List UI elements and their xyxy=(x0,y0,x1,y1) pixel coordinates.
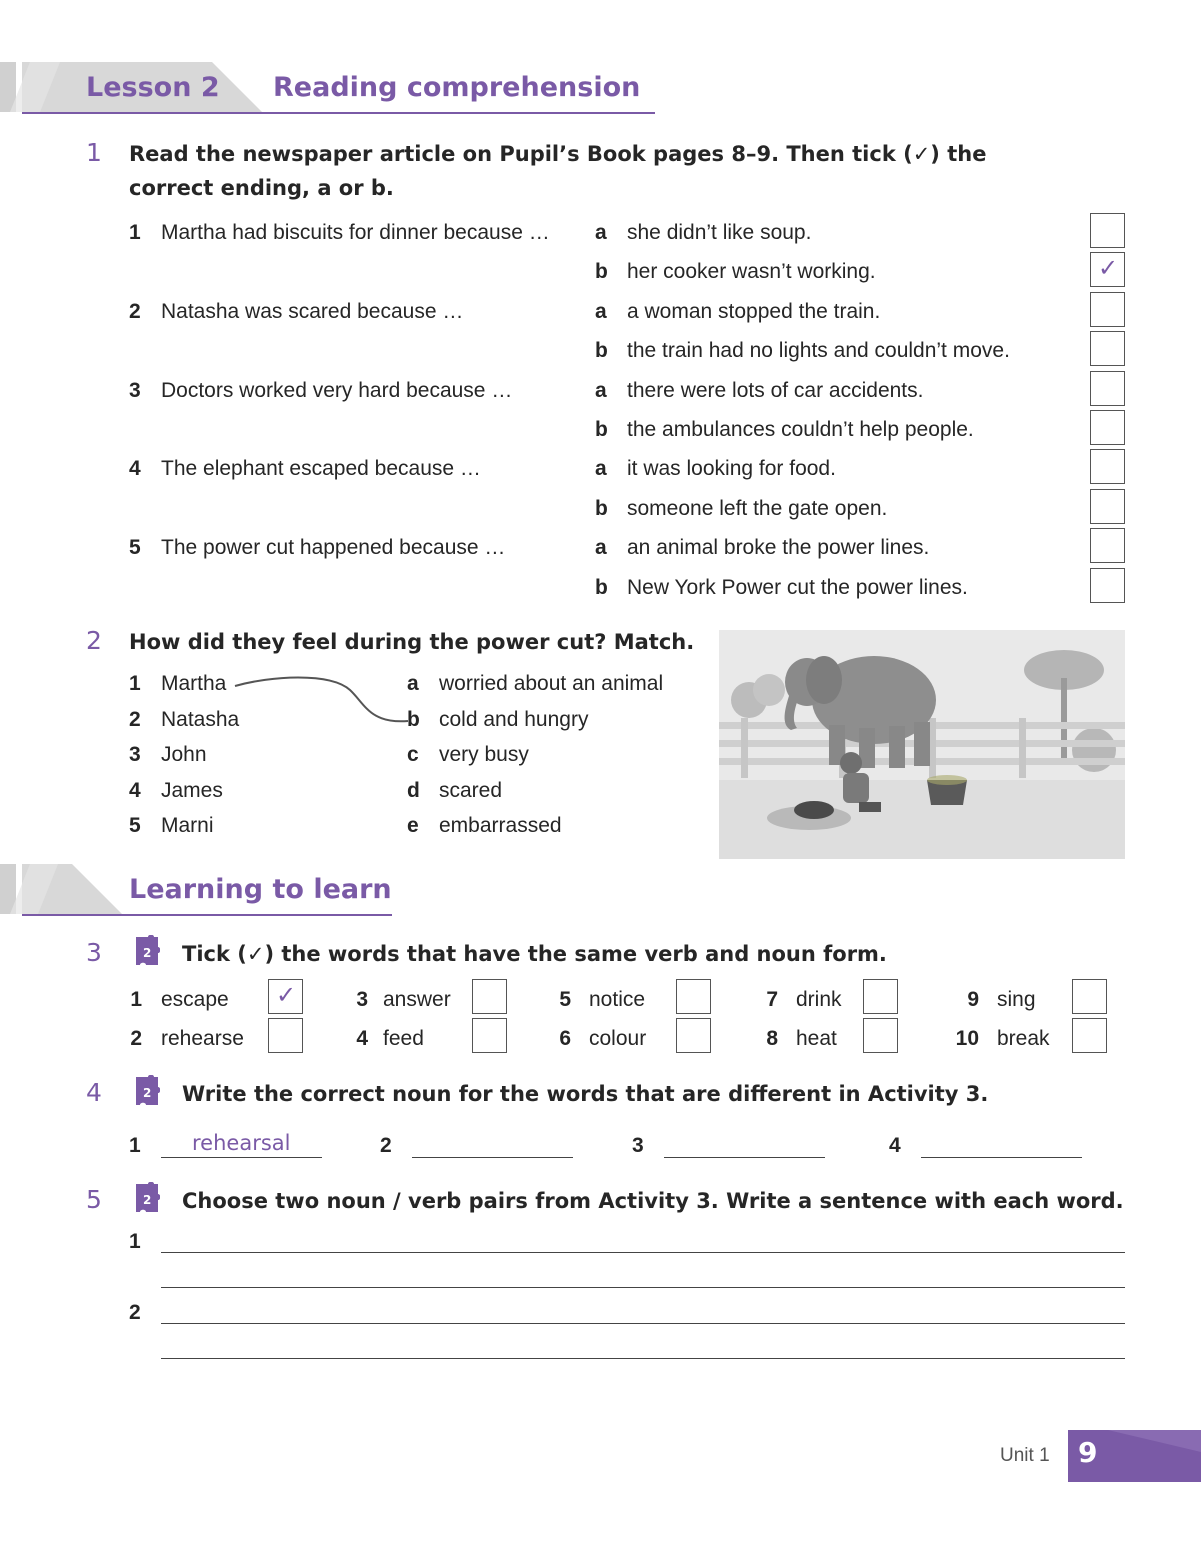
feeling-letter: a xyxy=(407,672,419,695)
writing-line[interactable] xyxy=(161,1287,1125,1288)
option-letter-a: a xyxy=(595,300,607,323)
blank-number: 1 xyxy=(129,1134,141,1157)
item-number: 3 xyxy=(129,379,141,402)
word-checkbox[interactable] xyxy=(676,979,711,1014)
word-number: 3 xyxy=(356,988,368,1011)
word-number: 8 xyxy=(766,1027,778,1050)
option-b-text: New York Power cut the power lines. xyxy=(627,576,968,599)
checkbox-a[interactable] xyxy=(1090,528,1125,563)
item-number: 1 xyxy=(129,221,141,244)
option-a-text: an animal broke the power lines. xyxy=(627,536,930,559)
exercise-instruction: How did they feel during the power cut? Match. xyxy=(129,630,695,654)
unit-label: Unit 1 xyxy=(1000,1445,1050,1466)
page-number: 9 xyxy=(1078,1436,1098,1469)
checkbox-b[interactable] xyxy=(1090,331,1125,366)
option-letter-b: b xyxy=(595,576,608,599)
match-line xyxy=(230,672,410,732)
word-checkbox[interactable] xyxy=(676,1018,711,1053)
item-stem: The elephant escaped because … xyxy=(161,457,481,480)
word-number: 10 xyxy=(955,1027,979,1050)
checkbox-a[interactable] xyxy=(1090,449,1125,484)
feeling-text: cold and hungry xyxy=(439,708,589,731)
checkbox-b[interactable] xyxy=(1090,489,1125,524)
person-name: Marni xyxy=(161,814,214,837)
person-number: 1 xyxy=(129,672,141,695)
word-checkbox[interactable] xyxy=(268,979,303,1014)
feeling-letter: d xyxy=(407,779,420,802)
option-a-text: she didn’t like soup. xyxy=(627,221,812,244)
person-number: 4 xyxy=(129,779,141,802)
word-checkbox[interactable] xyxy=(268,1018,303,1053)
option-b-text: her cooker wasn’t working. xyxy=(627,260,876,283)
word-label: heat xyxy=(796,1027,837,1050)
option-letter-b: b xyxy=(595,418,608,441)
option-a-text: it was looking for food. xyxy=(627,457,836,480)
item-number: 2 xyxy=(129,300,141,323)
answer-line[interactable] xyxy=(921,1157,1082,1158)
checkbox-b[interactable] xyxy=(1090,568,1125,603)
check-mark-icon: ✓ xyxy=(276,982,297,1009)
feeling-text: embarrassed xyxy=(439,814,562,837)
puzzle-icon xyxy=(132,1075,160,1109)
checkbox-b[interactable] xyxy=(1090,252,1125,287)
item-stem: Martha had biscuits for dinner because … xyxy=(161,221,550,244)
word-checkbox[interactable] xyxy=(472,979,507,1014)
option-b-text: the train had no lights and couldn’t move. xyxy=(627,339,1010,362)
writing-line[interactable] xyxy=(161,1323,1125,1324)
exercise-instruction: Write the correct noun for the words that are different in Activity 3. xyxy=(182,1082,989,1106)
word-number: 9 xyxy=(967,988,979,1011)
checkbox-a[interactable] xyxy=(1090,292,1125,327)
exercise-instruction: Tick (✓) the words that have the same verb and noun form. xyxy=(182,942,887,966)
answer-line[interactable] xyxy=(161,1157,322,1158)
writing-line[interactable] xyxy=(161,1252,1125,1253)
exercise-number: 4 xyxy=(86,1078,102,1107)
item-stem: Doctors worked very hard because … xyxy=(161,379,513,402)
person-name: John xyxy=(161,743,207,766)
sentence-number: 2 xyxy=(129,1301,141,1324)
blank-number: 3 xyxy=(632,1134,644,1157)
puzzle-icon xyxy=(132,935,160,969)
feeling-text: scared xyxy=(439,779,503,802)
person-name: James xyxy=(161,779,223,802)
answer-text: rehearsal xyxy=(192,1131,291,1155)
section-title: Learning to learn xyxy=(129,874,392,905)
exercise-number: 3 xyxy=(86,938,102,967)
exercise-number: 5 xyxy=(86,1185,102,1214)
word-number: 6 xyxy=(559,1027,571,1050)
item-stem: The power cut happened because … xyxy=(161,536,506,559)
option-b-text: someone left the gate open. xyxy=(627,497,888,520)
item-stem: Natasha was scared because … xyxy=(161,300,464,323)
word-number: 5 xyxy=(559,988,571,1011)
person-number: 3 xyxy=(129,743,141,766)
feeling-letter: b xyxy=(407,708,420,731)
word-label: colour xyxy=(589,1027,647,1050)
option-letter-b: b xyxy=(595,339,608,362)
word-label: notice xyxy=(589,988,646,1011)
word-checkbox[interactable] xyxy=(863,979,898,1014)
exercise-number: 2 xyxy=(86,626,102,655)
lesson-label: Lesson 2 xyxy=(86,72,220,103)
checkbox-b[interactable] xyxy=(1090,410,1125,445)
option-a-text: a woman stopped the train. xyxy=(627,300,881,323)
checkbox-a[interactable] xyxy=(1090,371,1125,406)
option-b-text: the ambulances couldn’t help people. xyxy=(627,418,974,441)
option-letter-b: b xyxy=(595,497,608,520)
feeling-letter: c xyxy=(407,743,419,766)
option-letter-b: b xyxy=(595,260,608,283)
word-label: escape xyxy=(161,988,229,1011)
check-mark-icon: ✓ xyxy=(1098,255,1119,282)
answer-line[interactable] xyxy=(664,1157,825,1158)
word-label: feed xyxy=(383,1027,424,1050)
blank-number: 4 xyxy=(889,1134,901,1157)
elephant-illustration xyxy=(719,630,1125,859)
svg-text:2: 2 xyxy=(143,1086,152,1100)
option-a-text: there were lots of car accidents. xyxy=(627,379,924,402)
word-label: answer xyxy=(383,988,451,1011)
item-number: 5 xyxy=(129,536,141,559)
option-letter-a: a xyxy=(595,457,607,480)
person-name: Martha xyxy=(161,672,227,695)
lesson-title: Reading comprehension xyxy=(273,72,641,103)
word-checkbox[interactable] xyxy=(472,1018,507,1053)
blank-number: 2 xyxy=(380,1134,392,1157)
feeling-text: very busy xyxy=(439,743,529,766)
checkbox-a[interactable] xyxy=(1090,213,1125,248)
word-number: 4 xyxy=(356,1027,368,1050)
word-label: rehearse xyxy=(161,1027,244,1050)
puzzle-icon xyxy=(132,1182,160,1216)
word-label: sing xyxy=(997,988,1036,1011)
option-letter-a: a xyxy=(595,379,607,402)
word-label: drink xyxy=(796,988,842,1011)
exercise-number: 1 xyxy=(86,138,102,167)
exercise-instruction: Read the newspaper article on Pupil’s Book pages 8–9. Then tick (✓) the correct ending, a or b. xyxy=(129,142,987,200)
feeling-text: worried about an animal xyxy=(439,672,664,695)
word-number: 7 xyxy=(766,988,778,1011)
item-number: 4 xyxy=(129,457,141,480)
sentence-number: 1 xyxy=(129,1230,141,1253)
word-checkbox[interactable] xyxy=(1072,1018,1107,1053)
answer-line[interactable] xyxy=(412,1157,573,1158)
svg-text:2: 2 xyxy=(143,1193,152,1207)
option-letter-a: a xyxy=(595,536,607,559)
word-label: break xyxy=(997,1027,1050,1050)
person-number: 2 xyxy=(129,708,141,731)
word-checkbox[interactable] xyxy=(863,1018,898,1053)
word-number: 1 xyxy=(130,988,142,1011)
feeling-letter: e xyxy=(407,814,419,837)
person-number: 5 xyxy=(129,814,141,837)
writing-line[interactable] xyxy=(161,1358,1125,1359)
person-name: Natasha xyxy=(161,708,240,731)
word-checkbox[interactable] xyxy=(1072,979,1107,1014)
svg-text:2: 2 xyxy=(143,946,152,960)
word-number: 2 xyxy=(130,1027,142,1050)
exercise-instruction: Choose two noun / verb pairs from Activity 3. Write a sentence with each word. xyxy=(182,1189,1124,1213)
option-letter-a: a xyxy=(595,221,607,244)
